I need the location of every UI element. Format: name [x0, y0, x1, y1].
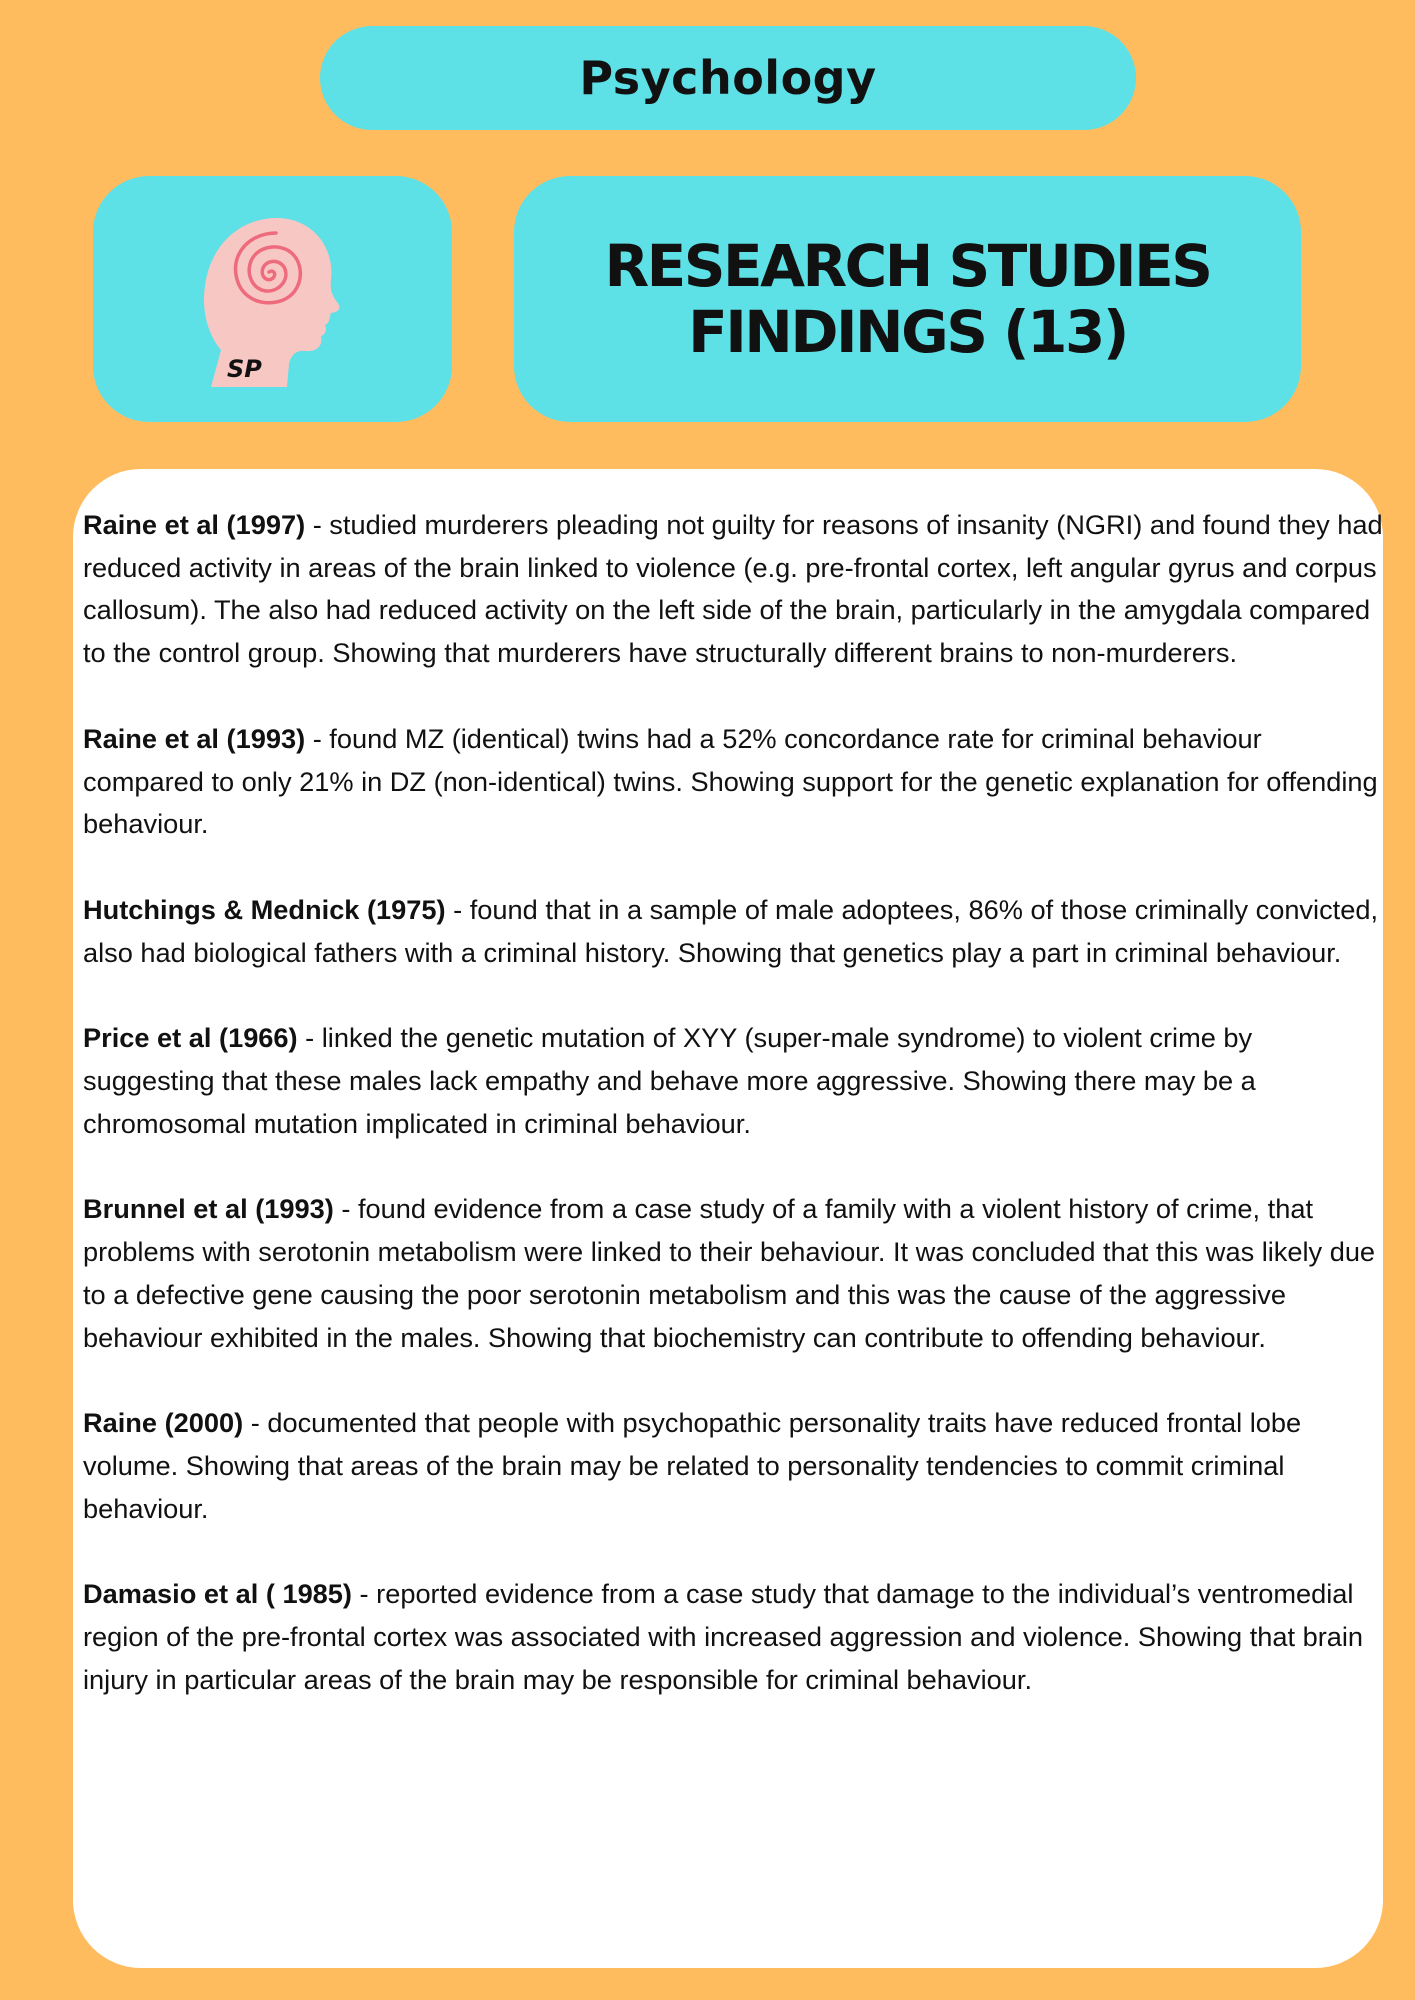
- study-item: [83, 718, 1383, 846]
- title-banner: [514, 176, 1301, 422]
- page-title-line-1: RESEARCH STUDIES: [604, 232, 1211, 300]
- subject-banner: [320, 26, 1136, 130]
- study-text: - documented that people with psychopathic personality traits have reduced frontal lobe volume. Showing that areas of the brain may be related to personality tendencies to commit criminal behaviour.: [83, 1407, 1302, 1524]
- study-name: Damasio et al ( 1985): [83, 1578, 352, 1610]
- study-item: [83, 504, 1383, 675]
- page-title-line-2: FINDINGS (13): [688, 298, 1127, 366]
- logo-box: [93, 176, 452, 422]
- head-spiral-icon: [203, 212, 343, 387]
- studies-card: [73, 469, 1383, 1968]
- study-name: Price et al (1966): [83, 1022, 298, 1054]
- study-name: Brunnel et al (1993): [83, 1193, 334, 1225]
- logo-initials: SP: [227, 355, 262, 383]
- study-item: [83, 1402, 1383, 1530]
- study-name: Raine et al (1993): [83, 722, 306, 754]
- study-text: - studied murderers pleading not guilty for reasons of insanity (NGRI) and found they had reduced activity in areas of the brain linked to violence (e.g. pre-frontal cortex, left angular gyrus and corpus callosum). The also had reduced activity on the left side of the brain, particularly in the amygdala compared to the control group. Showing that murderers have structurally different brains to non-murderers.: [83, 509, 1383, 669]
- study-item: [83, 1188, 1383, 1359]
- study-name: Raine (2000): [83, 1407, 244, 1439]
- study-item: [83, 889, 1383, 974]
- subject-title: Psychology: [579, 51, 877, 105]
- study-name: Raine et al (1997): [83, 509, 306, 540]
- study-item: [83, 1573, 1383, 1701]
- study-text: - linked the genetic mutation of XYY (super-male syndrome) to violent crime by suggesting that these males lack empathy and behave more aggressive. Showing there may be a chromosomal mutation implicated in criminal behaviour.: [83, 1022, 1256, 1139]
- study-name: Hutchings & Mednick (1975): [83, 893, 446, 925]
- study-text: - found evidence from a case study of a family with a violent history of crime, that problems with serotonin metabolism were linked to their behaviour. It was concluded that this was likely due to a defective gene causing the poor serotonin metabolism and this was the cause of the aggressive behaviour exhibited in the males. Showing that biochemistry can contribute to offending behaviour.: [83, 1193, 1376, 1353]
- study-text: - found that in a sample of male adoptees, 86% of those criminally convicted, also had biological fathers with a criminal history. Showing that genetics play a part in criminal behaviour.: [83, 893, 1379, 968]
- study-text: - reported evidence from a case study that damage to the individual’s ventromedial region of the pre-frontal cortex was associated with increased aggression and violence. Showing that brain injury in particular areas of the brain may be responsible for criminal behaviour.: [83, 1578, 1364, 1695]
- study-item: [83, 1017, 1383, 1145]
- study-text: - found MZ (identical) twins had a 52% concordance rate for criminal behaviour compared to only 21% in DZ (non-identical) twins. Showing support for the genetic explanation for offending behaviour.: [83, 722, 1378, 840]
